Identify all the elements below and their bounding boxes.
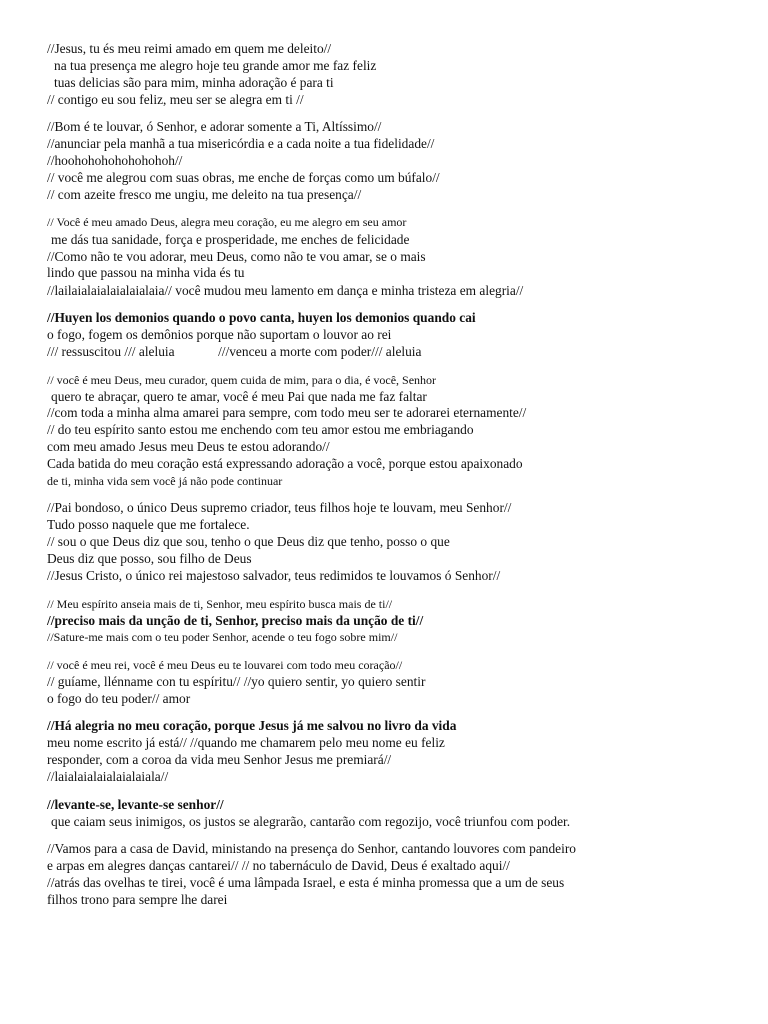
lyric-line: na tua presença me alegro hoje teu grande amor me faz feliz xyxy=(54,58,377,73)
lyric-line: //anunciar pela manhã a tua misericórdia e a cada noite a tua fidelidade// xyxy=(47,136,435,151)
lyric-line: // guíame, llénname con tu espíritu// //yo quiero sentir, yo quiero sentir xyxy=(47,674,426,689)
lyric-line: //hoohohohohohohohoh// xyxy=(47,153,183,168)
lyric-line: //com toda a minha alma amarei para sempre, com todo meu ser te adorarei eternamente// xyxy=(47,405,527,420)
lyric-line: lindo que passou na minha vida és tu xyxy=(47,265,245,280)
lyric-line: //laialaialaialaialaiala// xyxy=(47,769,169,784)
lyric-line: e arpas em alegres danças cantarei// // no tabernáculo de David, Deus é exaltado aqui// xyxy=(47,858,510,873)
lyric-line: //Há alegria no meu coração, porque Jesus já me salvou no livro da vida xyxy=(47,718,457,733)
lyric-line: // você é meu Deus, meu curador, quem cuida de mim, para o dia, é você, Senhor xyxy=(47,373,437,387)
lyric-line: // você é meu rei, você é meu Deus eu te louvarei com todo meu coração// xyxy=(47,658,403,672)
lyric-line: //Bom é te louvar, ó Senhor, e adorar somente a Ti, Altíssimo// xyxy=(47,119,382,134)
lyric-line: quero te abraçar, quero te amar, você é meu Pai que nada me faz faltar xyxy=(51,389,427,404)
lyric-line: // Meu espírito anseia mais de ti, Senhor, meu espírito busca mais de ti// xyxy=(47,597,393,611)
lyric-line: //Pai bondoso, o único Deus supremo criador, teus filhos hoje te louvam, meu Senhor// xyxy=(47,500,512,515)
lyric-line: /// ressuscitou /// aleluia ///venceu a morte com poder/// aleluia xyxy=(47,344,422,359)
lyric-line: o fogo do teu poder// amor xyxy=(47,691,191,706)
lyric-line: // com azeite fresco me ungiu, me deleito na tua presença// xyxy=(47,187,362,202)
lyric-line: //Sature-me mais com o teu poder Senhor, acende o teu fogo sobre mim// xyxy=(47,630,398,644)
lyric-line: que caiam seus inimigos, os justos se alegrarão, cantarão com regozijo, você triunfou com poder. xyxy=(51,814,571,829)
lyric-line: //lailaialaialaialaialaia// você mudou meu lamento em dança e minha tristeza em alegria// xyxy=(47,283,524,298)
lyric-line: Cada batida do meu coração está expressando adoração a você, porque estou apaixonado xyxy=(47,456,523,471)
lyric-line: //preciso mais da unção de ti, Senhor, preciso mais da unção de ti// xyxy=(47,613,424,628)
lyric-line: tuas delicias são para mim, minha adoração é para ti xyxy=(54,75,334,90)
lyric-line: o fogo, fogem os demônios porque não suportam o louvor ao rei xyxy=(47,327,392,342)
lyric-line: me dás tua sanidade, força e prosperidade, me enches de felicidade xyxy=(51,232,410,247)
lyric-line: de ti, minha vida sem você já não pode continuar xyxy=(47,474,283,488)
lyric-line: //Vamos para a casa de David, ministando na presença do Senhor, cantando louvores com pandeiro xyxy=(47,841,576,856)
lyric-line: // você me alegrou com suas obras, me enche de forças como um búfalo// xyxy=(47,170,440,185)
lyric-line: meu nome escrito já está// //quando me chamarem pelo meu nome eu feliz xyxy=(47,735,445,750)
lyric-line: // sou o que Deus diz que sou, tenho o que Deus diz que tenho, posso o que xyxy=(47,534,450,549)
lyric-line: // do teu espírito santo estou me enchendo com teu amor estou me embriagando xyxy=(47,422,474,437)
lyric-line: Deus diz que posso, sou filho de Deus xyxy=(47,551,252,566)
lyric-line: //Como não te vou adorar, meu Deus, como não te vou amar, se o mais xyxy=(47,249,426,264)
lyric-line: //atrás das ovelhas te tirei, você é uma lâmpada Israel, e esta é minha promessa que a um de seus xyxy=(47,875,565,890)
lyric-line: com meu amado Jesus meu Deus te estou adorando// xyxy=(47,439,330,454)
lyric-line: filhos trono para sempre lhe darei xyxy=(47,892,228,907)
lyric-line: responder, com a coroa da vida meu Senhor Jesus me premiará// xyxy=(47,752,392,767)
lyric-line: Tudo posso naquele que me fortalece. xyxy=(47,517,250,532)
lyric-line: //Huyen los demonios quando o povo canta, huyen los demonios quando cai xyxy=(47,310,476,325)
lyric-line: // contigo eu sou feliz, meu ser se alegra em ti // xyxy=(47,92,304,107)
lyric-line: // Você é meu amado Deus, alegra meu coração, eu me alegro em seu amor xyxy=(47,215,407,229)
lyric-line: //levante-se, levante-se senhor// xyxy=(47,797,224,812)
lyric-line: //Jesus Cristo, o único rei majestoso salvador, teus redimidos te louvamos ó Senhor// xyxy=(47,568,501,583)
lyric-line: //Jesus, tu és meu reimi amado em quem me deleito// xyxy=(47,41,332,56)
